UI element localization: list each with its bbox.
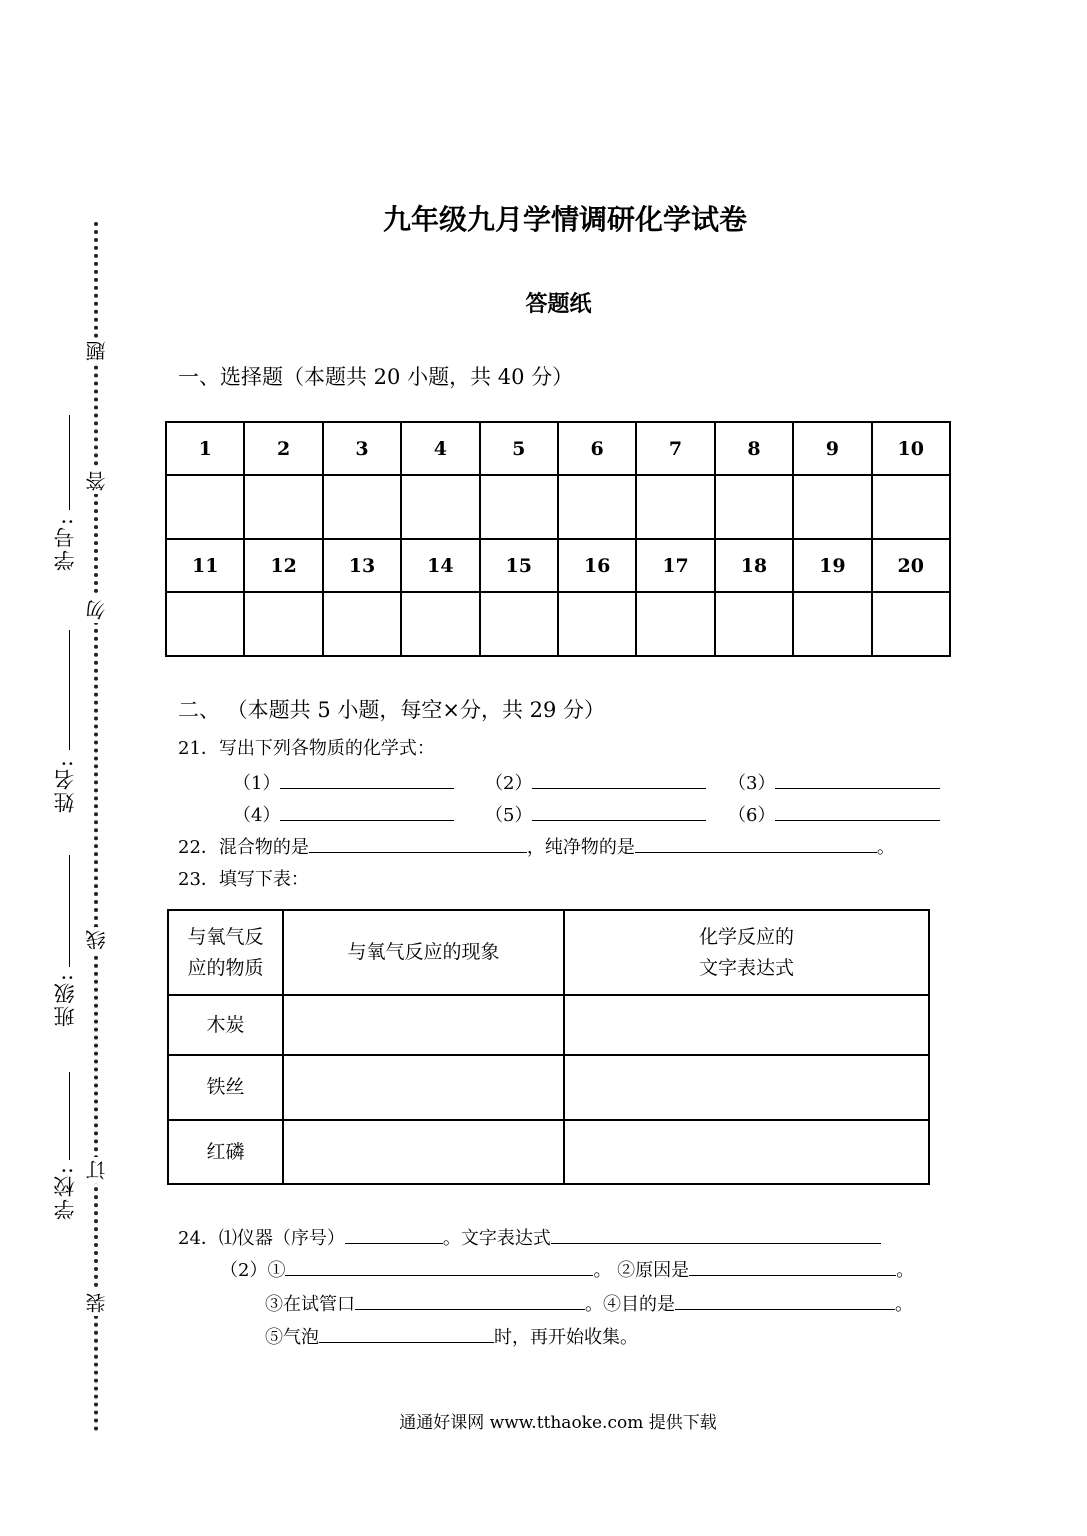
- answer-cell[interactable]: [401, 475, 479, 539]
- answer-grid: [165, 421, 951, 657]
- q21-item-2: [485, 769, 706, 795]
- answer-cell[interactable]: [166, 475, 244, 539]
- name-label: 姓名:: [53, 758, 77, 814]
- page-subtitle: 答题纸: [525, 292, 592, 317]
- question-number: 8: [715, 422, 793, 475]
- binding-char-3: 勿: [82, 597, 111, 623]
- substance-cell: 铁丝: [168, 1055, 283, 1120]
- binding-char-4: 线: [82, 927, 111, 953]
- answer-blank[interactable]: [532, 770, 706, 789]
- q21-item-6: [728, 801, 940, 827]
- question-number: 17: [636, 539, 714, 592]
- q21-item-3: [728, 769, 940, 795]
- question-number: 3: [323, 422, 401, 475]
- binding-char-5: 订: [82, 1157, 111, 1183]
- answer-cell[interactable]: [636, 592, 714, 656]
- answer-cell[interactable]: [323, 592, 401, 656]
- q22-line: [178, 833, 895, 859]
- answer-blank[interactable]: [309, 834, 527, 853]
- answer-cell[interactable]: [793, 592, 871, 656]
- q21-item-1: [233, 769, 454, 795]
- page-footer: 通通好课网 www.tthaoke.com 提供下载: [399, 1413, 717, 1433]
- q24-text: 。④目的是: [585, 1294, 675, 1315]
- question-number: 14: [401, 539, 479, 592]
- question-number: 4: [401, 422, 479, 475]
- q22-text-b: ，纯净物的是: [526, 837, 635, 858]
- question-number: 5: [480, 422, 558, 475]
- header-line: 文字表达式: [698, 956, 794, 979]
- answer-cell[interactable]: [636, 475, 714, 539]
- q24-text: ⑤气泡: [265, 1327, 319, 1348]
- question-number: 2: [244, 422, 322, 475]
- answer-cell[interactable]: [564, 995, 929, 1055]
- answer-cell[interactable]: [558, 475, 636, 539]
- q21-label: （5）: [485, 805, 533, 826]
- question-number: 1: [166, 422, 244, 475]
- answer-blank[interactable]: [280, 770, 454, 789]
- question-number: 12: [244, 539, 322, 592]
- answer-blank[interactable]: [355, 1291, 585, 1310]
- answer-blank[interactable]: [280, 802, 454, 821]
- answer-blank[interactable]: [675, 1291, 895, 1310]
- student-id-label: 学号:: [53, 516, 77, 572]
- q24-text: 。: [896, 1260, 915, 1281]
- q24-line-1: [178, 1224, 881, 1250]
- answer-cell[interactable]: [715, 475, 793, 539]
- school-label: 学校:: [53, 1165, 77, 1221]
- table-header-substance: [168, 910, 283, 995]
- q21-text: 21．写出下列各物质的化学式：: [178, 738, 435, 759]
- q24-line-4: [265, 1323, 638, 1349]
- answer-cell[interactable]: [564, 1055, 929, 1120]
- answer-blank[interactable]: [775, 802, 940, 821]
- school-blank: [69, 1072, 70, 1160]
- answer-cell[interactable]: [323, 475, 401, 539]
- question-number: 9: [793, 422, 871, 475]
- q21-label: （3）: [728, 773, 776, 794]
- q21-item-4: [233, 801, 454, 827]
- answer-cell[interactable]: [283, 995, 564, 1055]
- answer-blank[interactable]: [319, 1324, 494, 1343]
- q21-label: （4）: [233, 805, 281, 826]
- q24-text: 时，再开始收集。: [494, 1327, 638, 1348]
- answer-cell[interactable]: [283, 1120, 564, 1184]
- binding-dotted-line: [94, 222, 98, 1432]
- q24-text: 。: [895, 1294, 913, 1315]
- substance-cell: 木炭: [168, 995, 283, 1055]
- q24-text: 。文字表达式: [442, 1228, 551, 1249]
- answer-blank[interactable]: [285, 1257, 593, 1276]
- q24-line-2: [220, 1256, 914, 1282]
- question-number: 6: [558, 422, 636, 475]
- answer-cell[interactable]: [244, 592, 322, 656]
- q24-text: 24．⑴仪器（序号）: [178, 1228, 345, 1249]
- answer-cell[interactable]: [480, 592, 558, 656]
- question-number: 13: [323, 539, 401, 592]
- q21-label: （1）: [233, 773, 281, 794]
- q22-text-a: 22．混合物的是: [178, 837, 309, 858]
- q22-text-end: 。: [876, 837, 895, 858]
- question-number: 19: [793, 539, 871, 592]
- binding-char-6: 装: [82, 1290, 111, 1316]
- answer-blank[interactable]: [551, 1225, 881, 1244]
- question-number: 10: [872, 422, 950, 475]
- name-blank: [69, 630, 70, 750]
- answer-cell[interactable]: [564, 1120, 929, 1184]
- answer-blank[interactable]: [532, 802, 706, 821]
- q21-label: （2）: [485, 773, 533, 794]
- answer-cell[interactable]: [872, 592, 950, 656]
- class-label: 班级:: [53, 972, 77, 1028]
- question-number: 7: [636, 422, 714, 475]
- table-header-phenomenon: 与氧气反应的现象: [283, 910, 564, 995]
- question-number: 11: [166, 539, 244, 592]
- question-number: 20: [872, 539, 950, 592]
- binding-char-2: 答: [82, 468, 111, 494]
- question-number: 15: [480, 539, 558, 592]
- answer-cell[interactable]: [244, 475, 322, 539]
- table-header-equation: [564, 910, 929, 995]
- answer-blank[interactable]: [635, 834, 877, 853]
- substance-cell: 红磷: [168, 1120, 283, 1184]
- question-number: 18: [715, 539, 793, 592]
- answer-cell[interactable]: [558, 592, 636, 656]
- class-blank: [69, 855, 70, 967]
- header-line: 应的物质: [187, 956, 264, 979]
- q24-text: ③在试管口: [265, 1294, 355, 1315]
- answer-cell[interactable]: [283, 1055, 564, 1120]
- q24-line-3: [265, 1290, 913, 1316]
- q23-text: 23．填写下表：: [178, 869, 309, 890]
- answer-blank[interactable]: [689, 1257, 896, 1276]
- answer-cell[interactable]: [715, 592, 793, 656]
- header-line: 化学反应的: [698, 925, 794, 948]
- answer-blank[interactable]: [345, 1225, 443, 1244]
- q21-item-5: [485, 801, 706, 827]
- student-id-blank: [69, 415, 70, 510]
- answer-cell[interactable]: [401, 592, 479, 656]
- q24-text: 。 ②原因是: [593, 1260, 690, 1281]
- q24-text: （2）①: [220, 1260, 286, 1281]
- answer-blank[interactable]: [775, 770, 940, 789]
- question-number: 16: [558, 539, 636, 592]
- answer-cell[interactable]: [793, 475, 871, 539]
- page-title: 九年级九月学情调研化学试卷: [382, 203, 747, 236]
- section2-heading: 二、 （本题共 5 小题，每空×分，共 29 分）: [178, 698, 606, 722]
- reaction-table: [167, 909, 930, 1185]
- header-line: 与氧气反: [187, 925, 264, 948]
- answer-cell[interactable]: [872, 475, 950, 539]
- answer-cell[interactable]: [166, 592, 244, 656]
- answer-cell[interactable]: [480, 475, 558, 539]
- section1-heading: 一、选择题（本题共 20 小题，共 40 分）: [178, 365, 574, 389]
- q21-label: （6）: [728, 805, 776, 826]
- binding-char-1: 题: [82, 338, 111, 364]
